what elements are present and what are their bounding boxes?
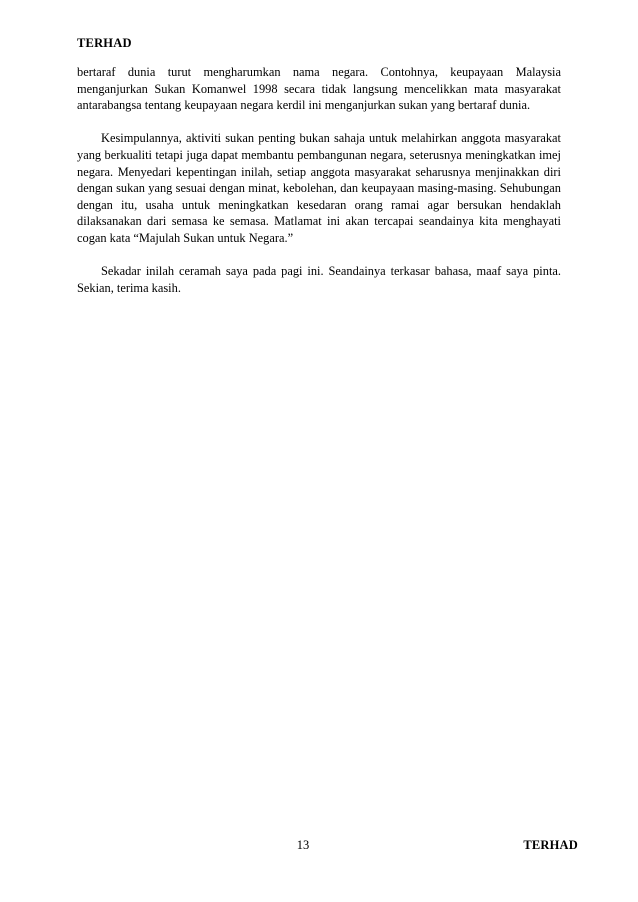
footer-classification-label: TERHAD — [523, 838, 578, 852]
header-classification-label: TERHAD — [77, 36, 132, 50]
document-body — [77, 64, 561, 313]
paragraph-continuation: bertaraf dunia turut mengharumkan nama negara. Contohnya, keupayaan Malaysia menganjurkan Sukan Komanwel 1998 secara tidak langsung mencelikkan mata masyarakat antarabangsa tentang keupayaan negara kerdil ini menganjurkan sukan yang bertaraf dunia. — [77, 65, 561, 113]
page-number: 13 — [296, 838, 310, 852]
paragraph-conclusion: Kesimpulannya, aktiviti sukan penting bukan sahaja untuk melahirkan anggota masyarakat yang berkualiti tetapi juga dapat membantu pembangunan negara, seterusnya meningkatkan imej negara. Menyedari kepentingan inilah, setiap anggota masyarakat seharusnya menjinakkan diri dengan sukan yang sesuai dengan minat, kebolehan, dan keupayaan masing-masing. Sehubungan dengan itu, usaha untuk meningkatkan kesedaran orang ramai agar bersukan hendaklah dilaksanakan dari semasa ke semasa. Matlamat ini akan tercapai seandainya kita menghayati cogan kata “Majulah Sukan untuk Negara.” — [77, 131, 561, 245]
paragraph-closing: Sekadar inilah ceramah saya pada pagi ini. Seandainya terkasar bahasa, maaf saya pinta. Sekian, terima kasih. — [77, 264, 561, 295]
